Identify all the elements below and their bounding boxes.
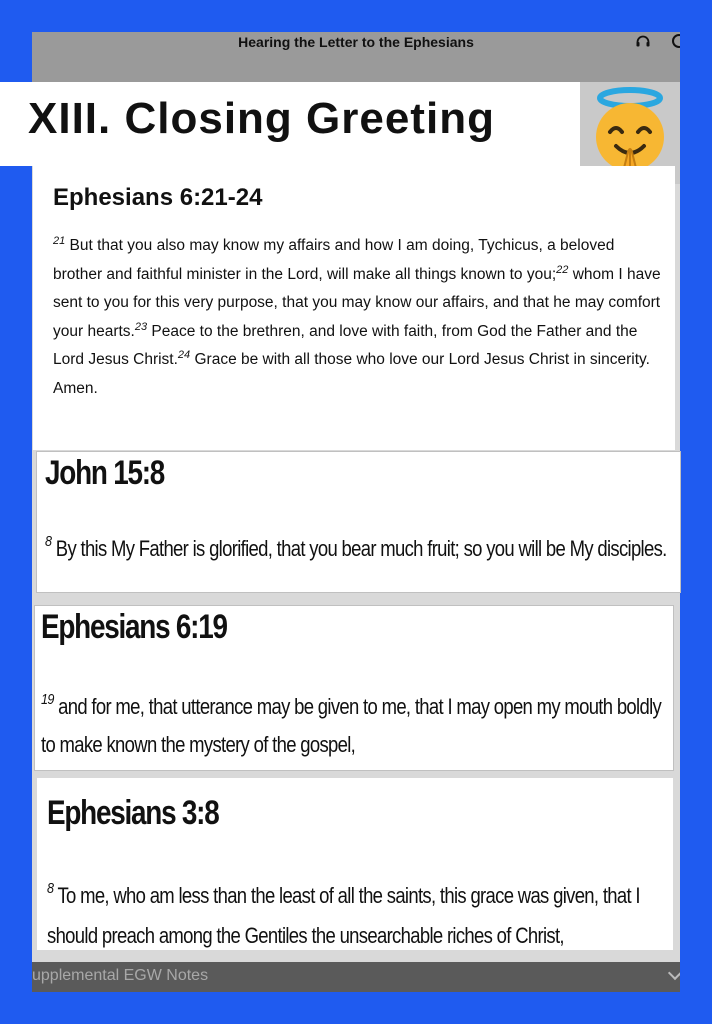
verse-number: 22 — [556, 263, 569, 276]
section-heading-card — [0, 82, 680, 166]
verse-text: But that you also may know my affairs and how I am doing, Tychicus, a beloved brother and faithful minister in the Lord, will make all things known to you; — [53, 237, 615, 283]
john-15-8-card — [37, 452, 680, 592]
headphones-icon[interactable] — [636, 35, 650, 47]
verse-text: Peace to the brethren, and love with faith, from God the Father and the Lord Jesus Christ. — [53, 322, 638, 368]
eph38-reference: Ephesians 3:8 — [47, 794, 219, 832]
eph38-text — [47, 876, 669, 956]
main-passage-card — [33, 166, 675, 450]
verse-text: and for me, that utterance may be given to me, that I may open my mouth boldly to make known the mystery of the gospel, — [41, 694, 662, 757]
bottom-section-label: upplemental EGW Notes — [32, 967, 209, 984]
section-heading: XIII. Closing Greeting — [28, 94, 495, 143]
verse-text: By this My Father is glorified, that you bear much fruit; so you will be My disciples. — [51, 536, 667, 561]
eph619-reference: Ephesians 6:19 — [41, 608, 227, 646]
eph619-text — [41, 688, 671, 764]
verse-number: 21 — [53, 235, 66, 247]
verse-text: To me, who am less than the least of all the saints, this grace was given, that I should preach among the Gentiles the unsearchable riches of Christ, — [47, 883, 640, 948]
john-reference: John 15:8 — [45, 454, 165, 492]
verse-number: 23 — [134, 320, 148, 333]
more-icon[interactable] — [672, 34, 680, 48]
john-text — [45, 533, 683, 562]
main-passage-reference: Ephesians 6:21-24 — [53, 184, 263, 211]
verse-number: 8 — [45, 533, 52, 550]
verse-number: 24 — [177, 349, 191, 361]
ephesians-6-19-card — [35, 606, 673, 770]
verse-number: 8 — [47, 880, 54, 897]
ephesians-3-8-card — [37, 778, 673, 950]
verse-text: Grace be with all those who love our Lord Jesus Christ in sincerity. Amen. — [53, 351, 650, 397]
bottom-section-bar[interactable] — [32, 962, 680, 992]
verse-text: whom I have sent to you for this very purpose, that you may know our affairs, and that he may comfort your hearts. — [53, 265, 661, 340]
main-passage-text — [53, 232, 663, 403]
app-title: Hearing the Letter to the Ephesians — [238, 34, 474, 50]
verse-number: 19 — [41, 691, 54, 708]
top-bar — [32, 32, 680, 82]
chevron-down-icon[interactable] — [668, 966, 680, 980]
